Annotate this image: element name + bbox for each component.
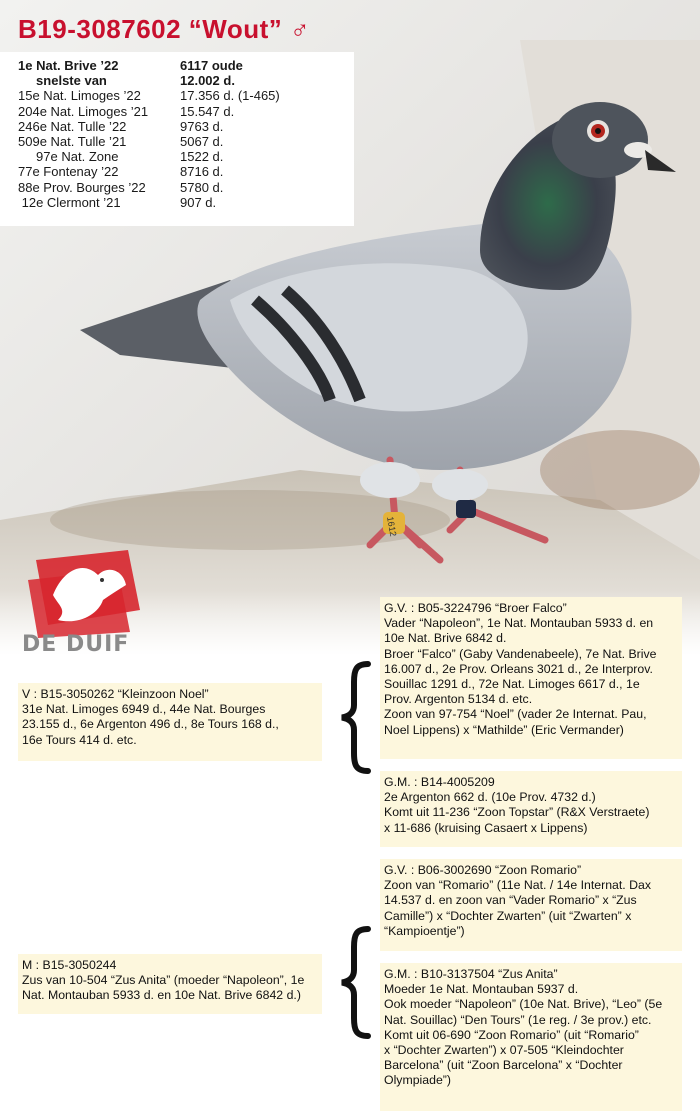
pedigree-line: 14.537 d. en zoon van “Vader Romario” x “Zus — [384, 893, 637, 908]
brace-father — [338, 660, 372, 778]
pedigree-line: Noel Lippens) x “Mathilde” (Eric Vermander) — [384, 722, 624, 737]
pedigree-line: Zus van 10-504 “Zus Anita” (moeder “Napoleon”, 1e — [22, 973, 305, 988]
pedigree-line: Komt uit 06-690 “Zoon Romario” (uit “Romario” — [384, 1027, 639, 1042]
pedigree-line: Vader “Napoleon”, 1e Nat. Montauban 5933 d. en — [384, 616, 654, 631]
result-value: 5067 d. — [180, 134, 224, 149]
pedigree-line: 31e Nat. Limoges 6949 d., 44e Nat. Bourges — [22, 702, 266, 717]
result-value: 12.002 d. — [180, 73, 235, 89]
pedigree-line: Broer “Falco” (Gaby Vandenabeele), 7e Nat. Brive — [384, 646, 657, 661]
result-label: 509e Nat. Tulle ’21 — [18, 134, 127, 149]
pedigree-line: Nat. Souillac) “Den Tours” (1e reg. / 3e prov.) etc. — [384, 1012, 652, 1027]
father-box — [18, 683, 322, 761]
result-value: 15.547 d. — [180, 103, 235, 119]
results-panel — [0, 52, 354, 226]
pedigree-line: Komt uit 11-236 “Zoon Topstar” (R&X Verstraete) — [384, 805, 650, 820]
grandmother-maternal-box — [380, 963, 682, 1111]
result-value: 6117 oude — [180, 58, 243, 73]
result-value: 907 d. — [180, 194, 217, 210]
pedigree-line: Camille”) x “Dochter Zwarten” (uit “Zwarten” x — [384, 908, 632, 923]
result-label: 1e Nat. Brive ’22 — [18, 58, 119, 73]
pedigree-line: 10e Nat. Brive 6842 d. — [384, 631, 507, 646]
pedigree-line: “Kampioentje”) — [384, 923, 465, 938]
pedigree-line: Barcelona” (uit “Zoon Barcelona” x “Dochter — [384, 1058, 623, 1073]
mother-box — [18, 954, 322, 1014]
pedigree-line: Prov. Argenton 5134 d. etc. — [384, 692, 533, 707]
result-value: 1522 d. — [180, 149, 224, 165]
logo-text: DE DUIF — [22, 632, 130, 657]
pedigree-line: Moeder 1e Nat. Montauban 5937 d. — [384, 982, 579, 997]
pedigree-line: x “Dochter Zwarten”) x 07-505 “Kleindochter — [384, 1043, 624, 1058]
result-label: 246e Nat. Tulle ’22 — [18, 118, 127, 134]
pedigree-line: 2e Argenton 662 d. (10e Prov. 4732 d.) — [384, 790, 596, 805]
pedigree-line: M : B15-3050244 — [22, 958, 117, 972]
ring-number: 1612 — [385, 515, 399, 538]
pedigree-line: G.V. : B06-3002690 “Zoon Romario” — [384, 863, 582, 877]
result-value: 17.356 d. (1-465) — [180, 88, 280, 104]
grandmother-paternal-box — [380, 771, 682, 847]
pedigree-line: x 11-686 (kruising Casaert x Lippens) — [384, 820, 588, 835]
result-label: 12e Clermont ’21 — [18, 194, 121, 210]
pedigree-line: Zoon van “Romario” (11e Nat. / 14e Internat. Dax — [384, 878, 652, 893]
result-label: 77e Fontenay ’22 — [18, 164, 119, 180]
pedigree-line: Nat. Montauban 5933 d. en 10e Nat. Brive 6842 d.) — [22, 988, 301, 1003]
pedigree-line: G.M. : B14-4005209 — [384, 775, 495, 789]
pedigree-line: 16.007 d., 2e Prov. Orleans 3021 d., 2e Interprov. — [384, 661, 653, 676]
grandfather-paternal-box — [380, 597, 682, 759]
result-value: 9763 d. — [180, 118, 224, 134]
pedigree-line: Souillac 1291 d., 72e Nat. Limoges 6617 d., 1e — [384, 677, 640, 692]
pigeon-title: B19-3087602 “Wout” ♂ — [18, 14, 311, 44]
pedigree-line: V : B15-3050262 “Kleinzoon Noel” — [22, 687, 209, 701]
pedigree-line: 23.155 d., 6e Argenton 496 d., 8e Tours 168 d., — [22, 717, 279, 732]
brace-mother — [338, 925, 372, 1043]
result-label: 97e Nat. Zone — [18, 149, 119, 165]
grandfather-maternal-box — [380, 859, 682, 951]
pedigree-line: G.M. : B10-3137504 “Zus Anita” — [384, 967, 558, 981]
pedigree-line: Zoon van 97-754 “Noel” (vader 2e Internat. Pau, — [384, 707, 647, 722]
result-value: 8716 d. — [180, 164, 224, 180]
result-label: 88e Prov. Bourges ’22 — [18, 179, 146, 195]
de-duif-logo — [18, 540, 148, 662]
result-label: snelste van — [18, 73, 107, 89]
result-label: 15e Nat. Limoges ’22 — [18, 88, 141, 104]
pedigree-line: Ook moeder “Napoleon” (10e Nat. Brive), “Leo” (5e — [384, 997, 663, 1012]
pedigree-line: Olympiade”) — [384, 1073, 451, 1088]
result-label: 204e Nat. Limoges ’21 — [18, 103, 149, 119]
pedigree-line: G.V. : B05-3224796 “Broer Falco” — [384, 601, 567, 615]
result-value: 5780 d. — [180, 179, 224, 195]
pedigree-line: 16e Tours 414 d. etc. — [22, 732, 137, 747]
